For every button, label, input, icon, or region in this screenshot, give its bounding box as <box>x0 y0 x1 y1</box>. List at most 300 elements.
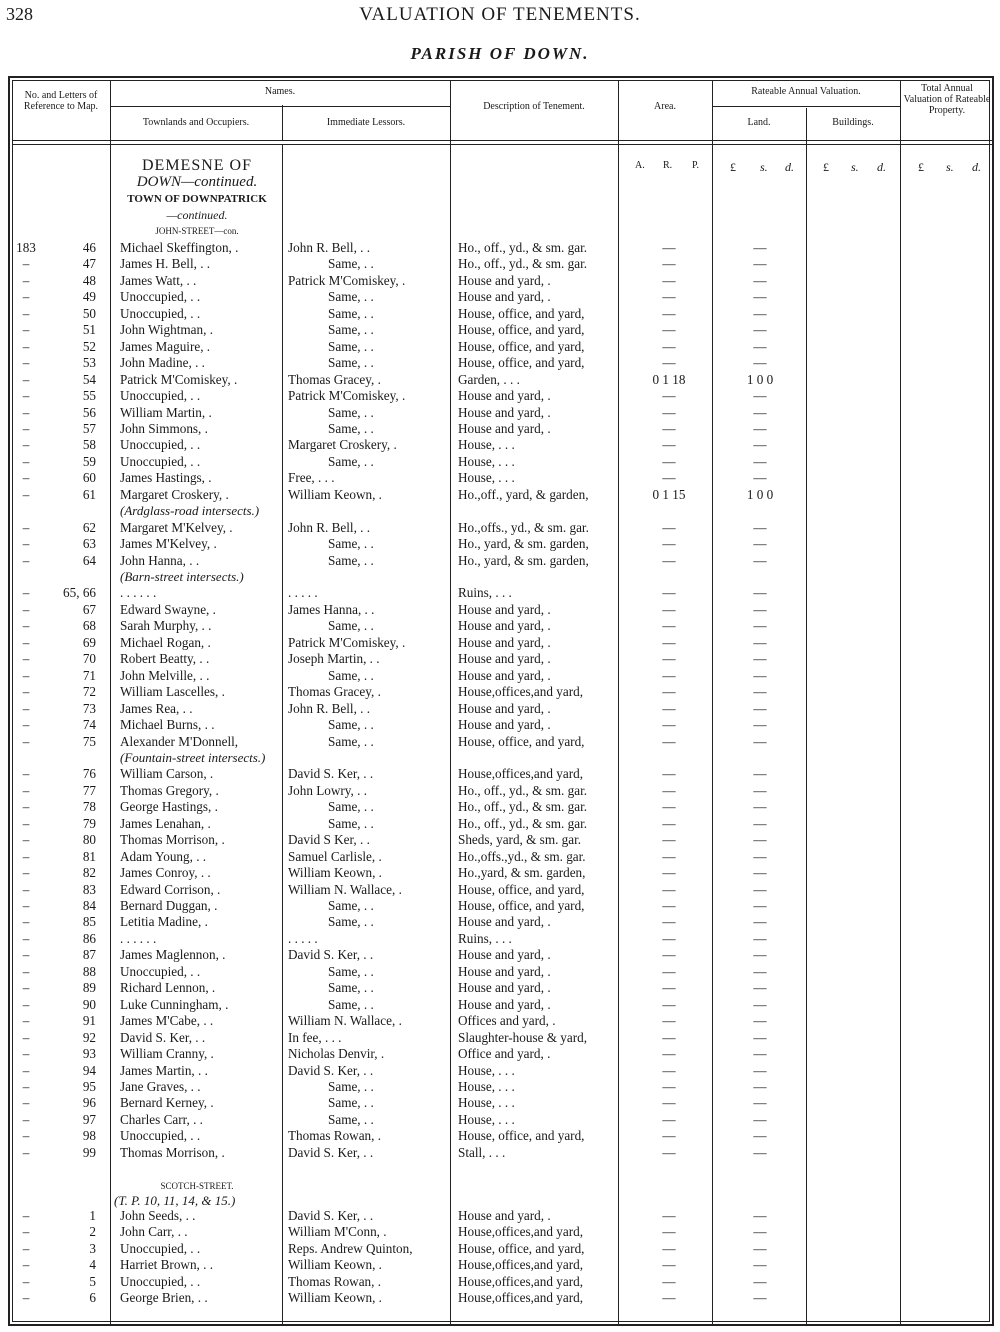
table-row <box>0 470 1000 486</box>
lessor-name: Same, . . <box>328 322 374 338</box>
lessor-name: Same, . . <box>328 305 374 321</box>
lessor-name: Same, . . <box>328 733 374 749</box>
ref-letter: 82 <box>82 865 96 881</box>
area-value: — <box>662 470 676 486</box>
area-value: — <box>662 865 676 881</box>
area-value: — <box>662 881 676 897</box>
ref-letter: 49 <box>82 289 96 305</box>
lessor-name: Margaret Croskery, . <box>288 437 397 453</box>
section-town: TOWN OF DOWNPATRICK <box>127 193 267 205</box>
table-row <box>0 734 1000 750</box>
occupier-name: Unoccupied, . . <box>120 1273 201 1289</box>
area-value: — <box>662 355 676 371</box>
ref-letter: 5 <box>89 1273 96 1289</box>
occupier-name: James Rea, . . <box>120 700 193 716</box>
ref-letter: 70 <box>82 651 96 667</box>
area-value: — <box>662 733 676 749</box>
tenement-description: House, office, and yard, <box>458 338 585 354</box>
ref-letter: 59 <box>82 453 96 469</box>
unit-shillings: s. <box>946 160 954 174</box>
tenement-description: Ho., yard, & sm. garden, <box>458 536 589 552</box>
occupier-name: Michael Skeffington, . <box>120 240 239 255</box>
occupier-name: John Hanna, . . <box>120 552 200 568</box>
tenement-description: Stall, . . . <box>458 1144 506 1160</box>
tenement-description: House, . . . <box>458 453 515 469</box>
occupier-name: Unoccupied, . . <box>120 388 201 404</box>
area-value: — <box>662 1013 676 1029</box>
ref-letter: 72 <box>82 684 96 700</box>
table-row <box>0 454 1000 470</box>
occupier-name: Adam Young, . . <box>120 848 207 864</box>
table-row <box>0 832 1000 848</box>
land-value: — <box>753 766 767 782</box>
area-value: — <box>662 848 676 864</box>
occupier-name: Unoccupied, . . <box>120 305 201 321</box>
occupier-name: James Hastings, . <box>120 470 212 486</box>
area-value: — <box>662 700 676 716</box>
parish-title: PARISH OF DOWN. <box>410 44 590 63</box>
occupier-name: John Madine, . . <box>120 355 205 371</box>
table-row <box>0 1046 1000 1062</box>
occupier-name: Thomas Morrison, . <box>120 1144 225 1160</box>
map-number: – <box>22 1046 30 1062</box>
unit-roods: R. <box>663 160 673 171</box>
land-value: — <box>753 651 767 667</box>
tenement-description: House and yard, . <box>458 404 551 420</box>
map-number: – <box>22 1078 30 1094</box>
land-value: — <box>753 1095 767 1111</box>
table-row <box>0 717 1000 733</box>
occupier-name: James M'Cabe, . . <box>120 1013 214 1029</box>
map-number: – <box>22 305 30 321</box>
tenement-description: Offices and yard, . <box>458 1013 556 1029</box>
table-row <box>0 947 1000 963</box>
section-town-continued: —continued. <box>166 208 228 222</box>
land-value: — <box>753 947 767 963</box>
occupier-name: Luke Cunningham, . <box>120 996 229 1012</box>
map-number: – <box>22 865 30 881</box>
map-number: – <box>22 552 30 568</box>
occupier-name: James Lenahan, . <box>120 815 211 831</box>
land-value: — <box>753 1078 767 1094</box>
section-scotch-street: SCOTCH-STREET. <box>160 1181 234 1191</box>
tenement-description: House and yard, . <box>458 618 551 634</box>
lessor-name: Same, . . <box>328 980 374 996</box>
area-value: — <box>662 914 676 930</box>
map-number: – <box>22 272 30 288</box>
lessor-name: Same, . . <box>328 1078 374 1094</box>
lessor-name: Same, . . <box>328 799 374 815</box>
tenement-description: House and yard, . <box>458 996 551 1012</box>
land-value: — <box>753 700 767 716</box>
land-value: — <box>753 305 767 321</box>
table-row <box>0 388 1000 404</box>
table-row <box>0 701 1000 717</box>
land-value: — <box>753 782 767 798</box>
area-value: — <box>662 1224 676 1240</box>
land-value: — <box>753 453 767 469</box>
land-value: — <box>753 1062 767 1078</box>
map-number: – <box>22 832 30 848</box>
ref-letter: 97 <box>82 1111 96 1127</box>
land-value: — <box>753 1208 767 1223</box>
area-value: — <box>662 1128 676 1144</box>
header-buildings: Buildings. <box>832 117 874 128</box>
ref-letter: 85 <box>82 914 96 930</box>
area-value: — <box>662 1111 676 1127</box>
table-row <box>0 931 1000 947</box>
table-row <box>0 355 1000 371</box>
area-value: — <box>662 766 676 782</box>
header-total: Total Annual Valuation of Rateable Property. <box>903 83 991 116</box>
ref-letter: 48 <box>82 272 96 288</box>
lessor-name: David S. Ker, . . <box>288 1208 374 1223</box>
land-value: — <box>753 898 767 913</box>
lessor-name: Thomas Gracey, . <box>288 684 381 700</box>
ref-letter: 62 <box>82 519 96 535</box>
tenement-description: Ho., off., yd., & sm. gar. <box>458 782 588 798</box>
occupier-name: . . . . . . <box>120 930 157 946</box>
tenement-description: Ho., yard, & sm. garden, <box>458 552 589 568</box>
table-row <box>0 322 1000 338</box>
map-number: – <box>22 848 30 864</box>
tenement-description: House, office, and yard, <box>458 898 585 913</box>
tenement-description: House, office, and yard, <box>458 1240 585 1256</box>
land-value: — <box>753 1046 767 1062</box>
header-rule <box>12 144 992 145</box>
ref-letter: 54 <box>82 371 96 387</box>
tenement-description: House, . . . <box>458 1078 515 1094</box>
header-area: Area. <box>654 101 676 112</box>
occupier-name: John Carr, . . <box>120 1224 188 1240</box>
map-number: – <box>22 1257 30 1273</box>
map-number: – <box>22 996 30 1012</box>
table-row <box>0 1290 1000 1306</box>
ref-letter: 50 <box>82 305 96 321</box>
land-value: — <box>753 1290 767 1305</box>
ref-letter: 87 <box>82 947 96 963</box>
map-number: – <box>22 388 30 404</box>
ref-letter: 3 <box>89 1240 96 1256</box>
table-row <box>0 816 1000 832</box>
land-value: 1 0 0 <box>746 486 774 502</box>
ref-letter: 60 <box>82 470 96 486</box>
area-value: — <box>662 1144 676 1160</box>
occupier-name: Bernard Duggan, . <box>120 898 218 913</box>
unit-pence: d. <box>877 160 886 174</box>
land-value: — <box>753 536 767 552</box>
map-number: – <box>22 470 30 486</box>
table-row <box>0 1112 1000 1128</box>
ref-letter: 73 <box>82 700 96 716</box>
ref-letter: 2 <box>89 1224 96 1240</box>
map-number: – <box>22 963 30 979</box>
lessor-name: Same, . . <box>328 898 374 913</box>
land-value: — <box>753 1013 767 1029</box>
occupier-name: James Maguire, . <box>120 338 211 354</box>
map-number: – <box>22 338 30 354</box>
lessor-name: Same, . . <box>328 1095 374 1111</box>
occupier-name: Edward Swayne, . <box>120 601 216 617</box>
tenement-description: Ho., off., yd., & sm. gar. <box>458 799 588 815</box>
table-row <box>0 273 1000 289</box>
ref-letter: 89 <box>82 980 96 996</box>
occupier-name: John Melville, . . <box>120 667 210 683</box>
land-value: — <box>753 519 767 535</box>
table-row <box>0 997 1000 1013</box>
table-row <box>0 1274 1000 1290</box>
lessor-name: Same, . . <box>328 404 374 420</box>
map-number: – <box>22 601 30 617</box>
tenement-description: House and yard, . <box>458 272 551 288</box>
occupier-name: Margaret Croskery, . <box>120 486 229 502</box>
land-value: — <box>753 930 767 946</box>
area-value: — <box>662 930 676 946</box>
table-row <box>0 964 1000 980</box>
map-number: – <box>22 700 30 716</box>
map-number: – <box>22 1062 30 1078</box>
map-number: – <box>22 420 30 436</box>
tenement-description: House,offices,and yard, <box>458 684 583 700</box>
area-value: — <box>662 634 676 650</box>
lessor-name: Thomas Rowan, . <box>288 1128 382 1144</box>
tenement-description: House,offices,and yard, <box>458 1257 583 1273</box>
table-row <box>0 1079 1000 1095</box>
occupier-name: Michael Burns, . . <box>120 717 215 733</box>
map-number: – <box>22 914 30 930</box>
area-value: 0 1 18 <box>652 371 686 387</box>
tenement-description: House and yard, . <box>458 651 551 667</box>
table-row <box>0 372 1000 388</box>
ref-letter: 75 <box>82 733 96 749</box>
land-value: — <box>753 881 767 897</box>
table-row <box>0 421 1000 437</box>
occupier-name: John Simmons, . <box>120 420 208 436</box>
table-row <box>0 256 1000 272</box>
ref-letter: 93 <box>82 1046 96 1062</box>
table-row <box>0 1224 1000 1240</box>
lessor-name: Patrick M'Comiskey, . <box>288 272 406 288</box>
table-row <box>0 1063 1000 1079</box>
tenement-description: House and yard, . <box>458 947 551 963</box>
map-number: – <box>22 651 30 667</box>
ref-letter: 65, 66 <box>63 585 96 601</box>
map-number: – <box>22 322 30 338</box>
ref-letter: 79 <box>82 815 96 831</box>
occupier-name: Bernard Kerney, . <box>120 1095 214 1111</box>
land-value: — <box>753 914 767 930</box>
occupier-name: William Martin, . <box>120 404 212 420</box>
land-value: — <box>753 1128 767 1144</box>
tenement-description: House and yard, . <box>458 667 551 683</box>
occupier-name: Unoccupied, . . <box>120 437 201 453</box>
land-value: — <box>753 355 767 371</box>
area-value: — <box>662 601 676 617</box>
table-row <box>0 602 1000 618</box>
area-value: — <box>662 898 676 913</box>
land-value: — <box>753 832 767 848</box>
land-value: — <box>753 585 767 601</box>
header-rule <box>110 106 450 107</box>
map-number: – <box>22 1013 30 1029</box>
table-row <box>0 668 1000 684</box>
lessor-name: David S. Ker, . . <box>288 1062 374 1078</box>
tenement-description: Slaughter-house & yard, <box>458 1029 588 1045</box>
lessor-name: Same, . . <box>328 618 374 634</box>
table-row <box>0 536 1000 552</box>
tenement-description: Garden, . . . <box>458 371 520 387</box>
area-value: 0 1 15 <box>652 486 686 502</box>
table-row <box>0 849 1000 865</box>
land-value: — <box>753 1111 767 1127</box>
table-row <box>0 799 1000 815</box>
map-number: – <box>22 371 30 387</box>
table-row <box>0 1208 1000 1224</box>
map-number: – <box>22 437 30 453</box>
area-value: — <box>662 832 676 848</box>
table-row <box>0 405 1000 421</box>
intersect-label: (Ardglass-road intersects.) <box>120 503 260 519</box>
intersect-note <box>0 503 1000 519</box>
land-value: — <box>753 601 767 617</box>
occupier-name: Unoccupied, . . <box>120 1240 201 1256</box>
tenement-description: House, . . . <box>458 1111 515 1127</box>
lessor-name: Same, . . <box>328 289 374 305</box>
occupier-name: Patrick M'Comiskey, . <box>120 371 238 387</box>
area-value: — <box>662 1062 676 1078</box>
lessor-name: Same, . . <box>328 914 374 930</box>
map-number: – <box>22 947 30 963</box>
land-value: — <box>753 733 767 749</box>
occupier-name: James M'Kelvey, . <box>120 536 217 552</box>
tenement-description: Ruins, . . . <box>458 585 512 601</box>
map-number: – <box>22 618 30 634</box>
area-value: — <box>662 1078 676 1094</box>
area-value: — <box>662 453 676 469</box>
ref-letter: 95 <box>82 1078 96 1094</box>
occupier-name: Margaret M'Kelvey, . <box>120 519 233 535</box>
lessor-name: Thomas Rowan, . <box>288 1273 382 1289</box>
ref-letter: 1 <box>89 1208 96 1223</box>
tenement-description: Ho.,off., yard, & garden, <box>458 486 589 502</box>
table-row <box>0 1241 1000 1257</box>
occupier-name: James Conroy, . . <box>120 865 211 881</box>
area-value: — <box>662 420 676 436</box>
map-number: – <box>22 1290 30 1305</box>
tenement-description: House, office, and yard, <box>458 881 585 897</box>
table-row <box>0 1095 1000 1111</box>
land-value: — <box>753 272 767 288</box>
table-row <box>0 783 1000 799</box>
area-value: — <box>662 404 676 420</box>
land-value: — <box>753 338 767 354</box>
map-number: – <box>22 766 30 782</box>
lessor-name: Same, . . <box>328 552 374 568</box>
map-number: – <box>22 717 30 733</box>
land-value: — <box>753 1144 767 1160</box>
occupier-name: James Martin, . . <box>120 1062 208 1078</box>
lessor-name: Nicholas Denvir, . <box>288 1046 385 1062</box>
land-value: — <box>753 963 767 979</box>
occupier-name: John Seeds, . . <box>120 1208 196 1223</box>
tenement-description: House, . . . <box>458 1095 515 1111</box>
occupier-name: Thomas Gregory, . <box>120 782 219 798</box>
table-row <box>0 882 1000 898</box>
tenement-description: Ho., off., yd., & sm. gar. <box>458 256 588 272</box>
map-number: 183 <box>16 240 36 255</box>
table-row <box>0 289 1000 305</box>
tenement-description: House, . . . <box>458 1062 515 1078</box>
intersect-label: (Fountain-street intersects.) <box>120 749 266 765</box>
unit-acres: A. <box>635 160 645 171</box>
area-value: — <box>662 289 676 305</box>
ref-letter: 99 <box>82 1144 96 1160</box>
area-value: — <box>662 305 676 321</box>
lessor-name: William Keown, . <box>288 865 382 881</box>
lessor-name: Same, . . <box>328 536 374 552</box>
area-value: — <box>662 667 676 683</box>
tenement-description: Ruins, . . . <box>458 930 512 946</box>
tenement-description: House and yard, . <box>458 634 551 650</box>
table-row <box>0 437 1000 453</box>
table-row <box>0 684 1000 700</box>
occupier-name: Robert Beatty, . . <box>120 651 210 667</box>
tenement-description: House, office, and yard, <box>458 733 585 749</box>
area-value: — <box>662 322 676 338</box>
table-row <box>0 1128 1000 1144</box>
lessor-name: Free, . . . <box>288 470 335 486</box>
header-names: Names. <box>264 86 296 97</box>
occupier-name: John Wightman, . <box>120 322 214 338</box>
occupier-name: Charles Carr, . . <box>120 1111 203 1127</box>
lessor-name: David S. Ker, . . <box>288 1144 374 1160</box>
ref-letter: 63 <box>82 536 96 552</box>
header-land: Land. <box>747 117 771 128</box>
ref-letter: 96 <box>82 1095 96 1111</box>
table-row <box>0 487 1000 503</box>
area-value: — <box>662 338 676 354</box>
occupier-name: Unoccupied, . . <box>120 289 201 305</box>
map-number: – <box>22 1095 30 1111</box>
lessor-name: William Keown, . <box>288 1290 382 1305</box>
map-number: – <box>22 980 30 996</box>
map-number: – <box>22 519 30 535</box>
table-row <box>0 865 1000 881</box>
area-value: — <box>662 388 676 404</box>
area-value: — <box>662 996 676 1012</box>
area-value: — <box>662 782 676 798</box>
map-number: – <box>22 289 30 305</box>
occupier-name: George Brien, . . <box>120 1290 208 1305</box>
occupier-name: William Carson, . <box>120 766 214 782</box>
lessor-name: Same, . . <box>328 338 374 354</box>
map-number: – <box>22 1029 30 1045</box>
map-number: – <box>22 355 30 371</box>
lessor-name: John R. Bell, . . <box>288 240 371 255</box>
unit-shillings: s. <box>760 160 768 174</box>
table-row <box>0 520 1000 536</box>
map-number: – <box>22 1208 30 1223</box>
tenement-description: Ho.,offs.,yd., & sm. gar. <box>458 848 586 864</box>
header-rule <box>12 140 992 141</box>
table-row <box>0 1145 1000 1161</box>
occupier-name: Thomas Morrison, . <box>120 832 225 848</box>
area-value: — <box>662 1095 676 1111</box>
occupier-name: Sarah Murphy, . . <box>120 618 212 634</box>
tenement-description: House and yard, . <box>458 717 551 733</box>
ref-letter: 53 <box>82 355 96 371</box>
ref-letter: 84 <box>82 898 96 913</box>
